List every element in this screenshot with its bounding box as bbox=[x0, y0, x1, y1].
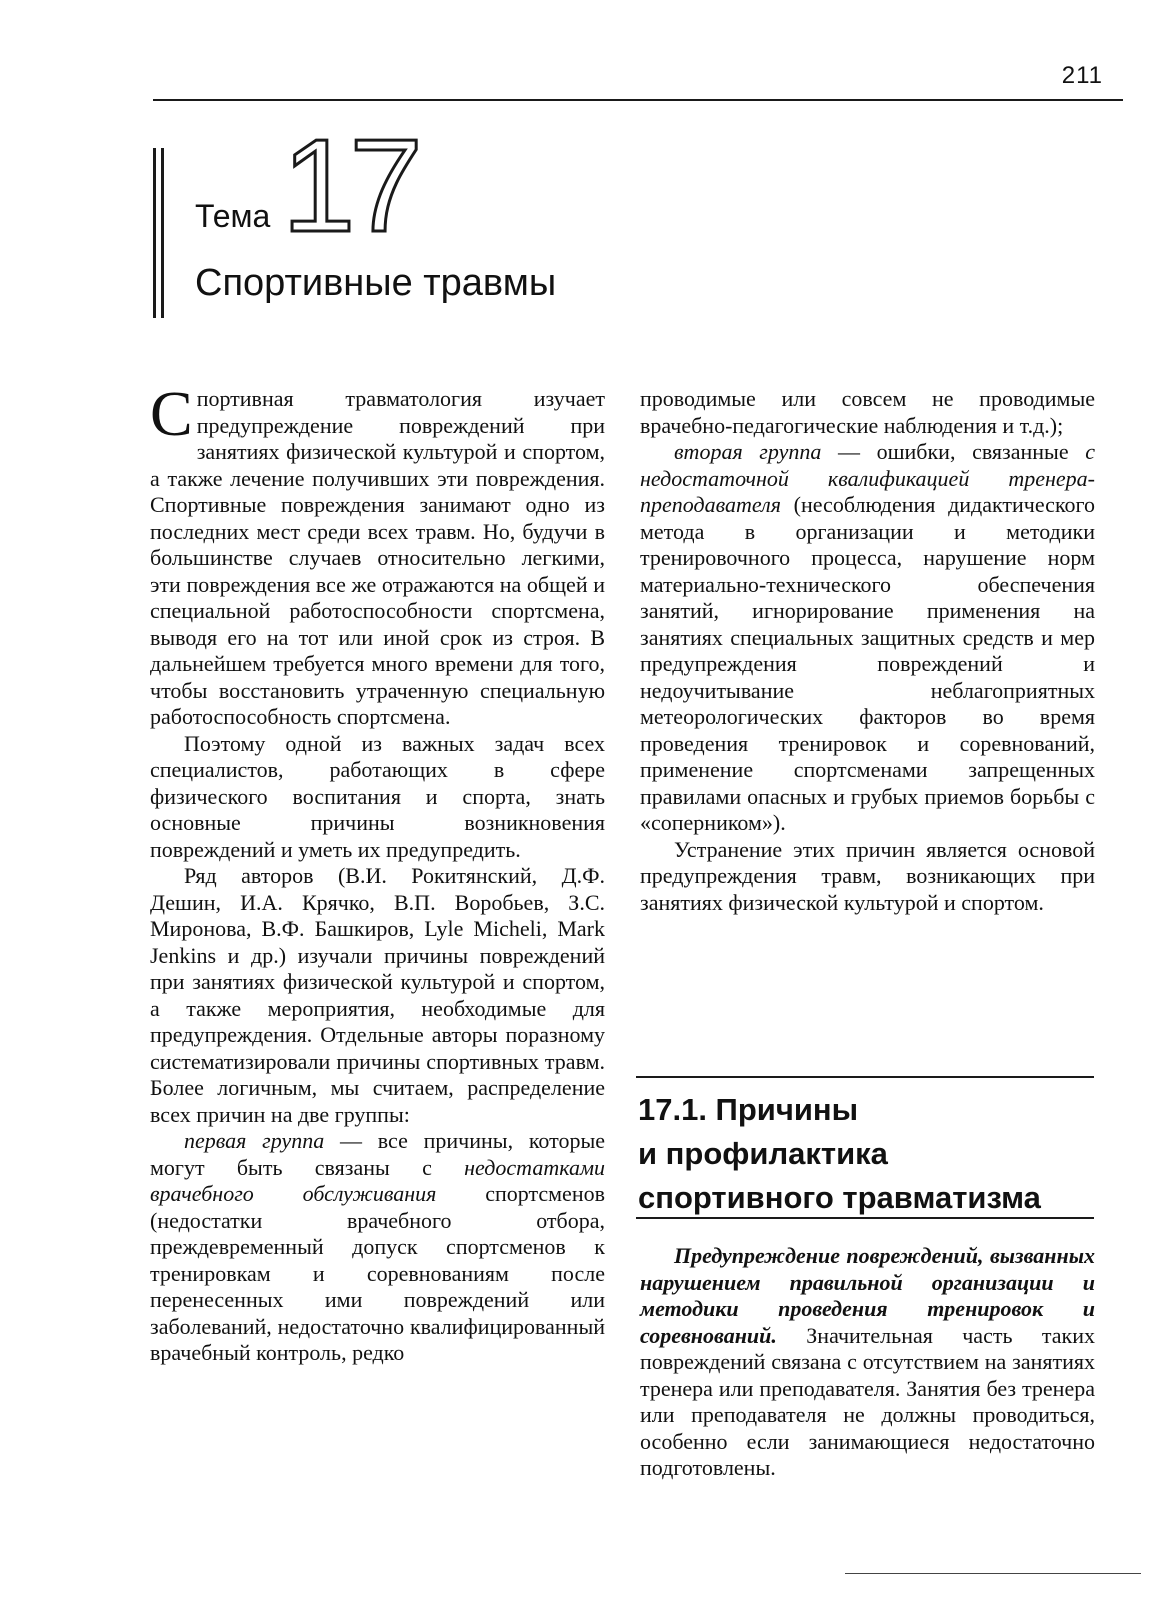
section-title-line-3: спортивного травматизма bbox=[638, 1180, 1041, 1215]
second-group-text-b: (несоблюдения дидактического метода в организации и методики тренировочного процесса, нарушение норм материально-технического обеспечения занятий, игнорирование применения на занятиях специальных защитных средств и мер предупреждения повреждений и недоучитывание неблагоприятных метеорологических факторов во время проведения тренировок и соревнований, применение спортсменами запрещенных правилами опасных и грубых приемов борьбы с «соперником»). bbox=[640, 492, 1095, 835]
first-group-text-a: — все причины, которые могут быть связаны с bbox=[150, 1128, 605, 1180]
paragraph-continuation: проводимые или совсем не проводимые врачебно-педагогические наблюдения и т.д.); bbox=[640, 386, 1095, 438]
first-group-lead: первая группа bbox=[184, 1128, 325, 1153]
chapter-title: Спортивные травмы bbox=[195, 262, 557, 304]
paragraph-elimination: Устранение этих причин является основой предупреждения травм, возникающих при занятиях физической культурой и спортом. bbox=[640, 836, 1095, 915]
section-paragraph bbox=[640, 1243, 1095, 1482]
first-group-text-b: спортсменов (недостатки врачебного отбора, преждевременный допуск спортсменов к тренировкам и соревнованиям после перенесенных ими повреждений или заболеваний, недостаточно квалифицированный врачебный контроль, редко bbox=[150, 1181, 605, 1365]
intro-text: портивная травматология изучает предупреждение повреждений при занятиях физической культурой и спортом, а также лечение получивших эти повреждения. Спортивные повреждения занимают одно из последних мест среди всех травм. Но, будучи в большинстве случаев относительно легкими, эти повреждения все же отражаются на общей и специальной работоспособности спортсмена, выводя его на тот или иной срок из строя. В дальнейшем требуется много времени для того, чтобы восстановить утраченную специальную работоспособность спортсмена. bbox=[150, 386, 605, 729]
chapter-bar-left bbox=[153, 148, 156, 318]
section-lead: Предупреждение повреждений, вызванных нарушением правильной организации и методики проведения тренировок и соревнований. bbox=[640, 1243, 1095, 1348]
second-group-emphasis: с недостаточной квалификацией тренера-преподавателя bbox=[640, 439, 1095, 517]
paragraph-first-group bbox=[150, 1128, 605, 1367]
paragraph-authors: Ряд авторов (В.И. Рокитянский, Д.Ф. Дешин, И.А. Крячко, В.П. Воробьев, З.С. Миронова, В.Ф. Башкиров, Lyle Micheli, Mark Jenkins и др.) изучали причины повреждений при занятиях физической культурой и спортом, а также мероприятия, необходимые для предупреждения. Отдельные авторы поразному систематизировали причины спортивных травм. Более логичным, мы считаем, распределение всех причин на две группы: bbox=[150, 863, 605, 1127]
paragraph-second-group bbox=[640, 439, 1095, 837]
header-rule bbox=[153, 99, 1123, 101]
page-number: 211 bbox=[1061, 62, 1103, 89]
paragraph-tasks: Поэтому одной из важных задач всех специалистов, работающих в сфере физического воспитания и спорта, знать основные причины возникновения повреждений и уметь их предупредить. bbox=[150, 730, 605, 862]
chapter-label: Тема bbox=[195, 198, 271, 234]
chapter-bar-right bbox=[161, 148, 164, 318]
section-rule-bottom bbox=[636, 1217, 1094, 1219]
section-text: Значительная часть таких повреждений связана с отсутствием на занятиях тренера или преподавателя. Занятия без тренера или преподавателя не должны проводиться, особенно если занимающиеся недостаточно подготовлены. bbox=[640, 1322, 1095, 1480]
footer-line bbox=[845, 1573, 1141, 1574]
section-body bbox=[640, 1243, 1095, 1482]
section-title bbox=[638, 1088, 1094, 1220]
second-group-lead: вторая группа bbox=[674, 439, 822, 464]
second-group-text-a: — ошибки, связанные bbox=[821, 439, 1086, 464]
first-group-emphasis: недостатками врачебного обслуживания bbox=[150, 1154, 605, 1206]
intro-paragraph bbox=[150, 378, 605, 731]
drop-cap: С bbox=[150, 378, 193, 449]
right-column bbox=[640, 386, 1095, 916]
section-rule-top bbox=[636, 1076, 1094, 1078]
section-title-line-1: 17.1. Причины bbox=[638, 1092, 859, 1127]
section-title-line-2: и профилактика bbox=[638, 1136, 888, 1171]
left-column bbox=[150, 378, 605, 1367]
chapter-number: 17 bbox=[282, 112, 417, 259]
